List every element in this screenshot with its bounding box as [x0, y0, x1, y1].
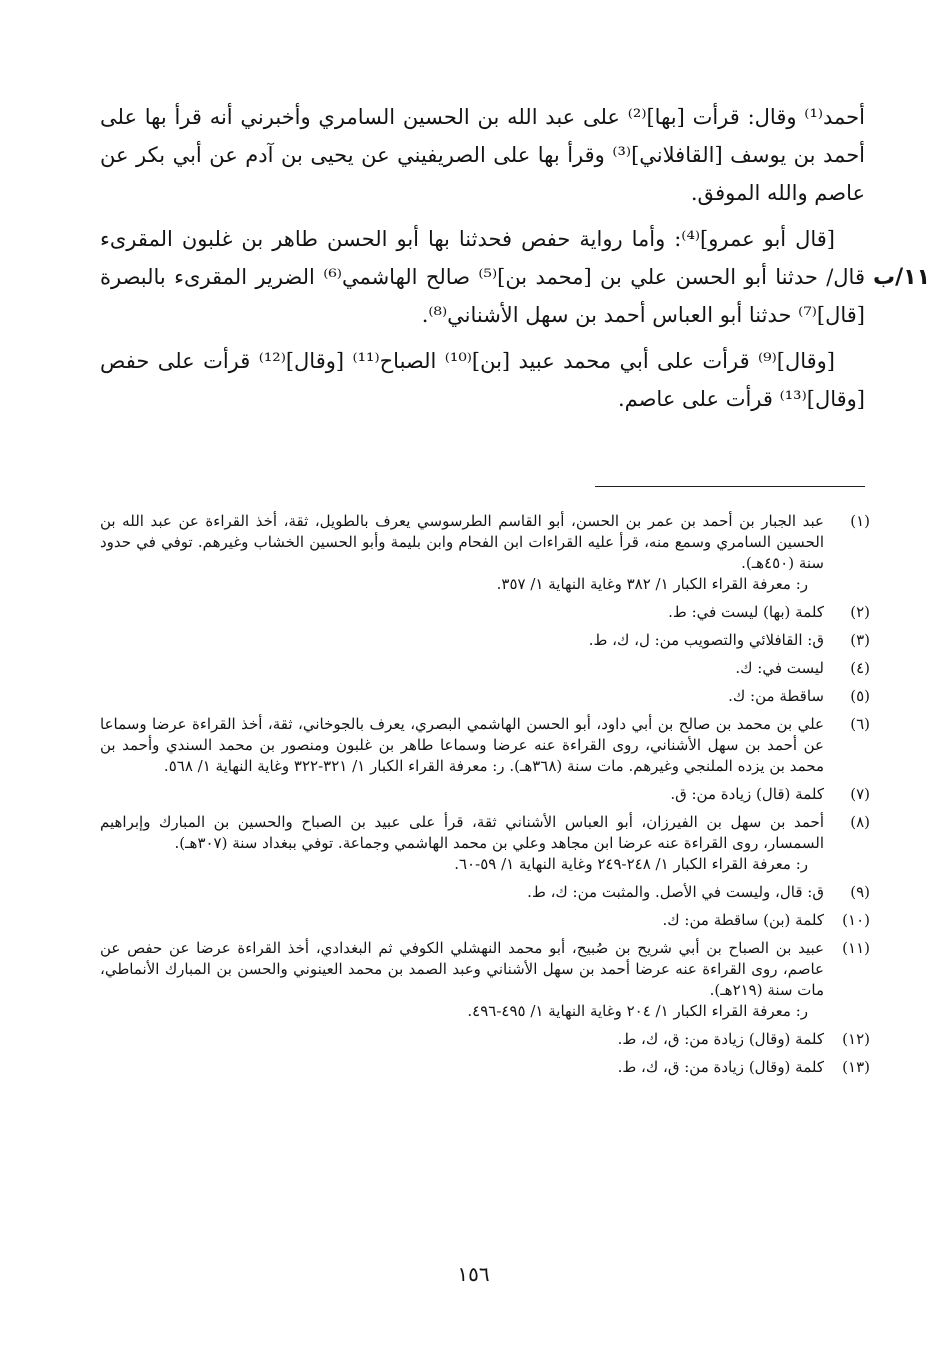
footnotes-list — [100, 511, 870, 1085]
footnote-number: (٣) — [850, 631, 870, 649]
main-text — [100, 98, 865, 426]
footnote — [100, 630, 870, 651]
footnote — [100, 686, 870, 707]
footnote-reference: ر: معرفة القراء الكبار ١/ ٢٤٨-٢٤٩ وغاية النهاية ١/ ٥٩-٦٠. — [454, 855, 808, 873]
footnote-text — [100, 784, 824, 805]
footnote-line: ساقطة من: ك. — [728, 687, 824, 705]
footnote-number: (٦) — [850, 715, 870, 733]
footnote-text — [100, 511, 824, 595]
footnote-number: (٧) — [850, 785, 870, 803]
footnote-line: ق: قال، وليست في الأصل. والمثبت من: ك، ط. — [527, 883, 824, 901]
footnote — [100, 602, 870, 623]
footnote-text — [100, 910, 824, 931]
footnote-text — [100, 938, 824, 1022]
footnote-text — [100, 714, 824, 777]
footnote-line: كلمة (بن) ساقطة من: ك. — [662, 911, 824, 929]
footnote-line: علي بن محمد بن صالح بن أبي داود، أبو الحسن الهاشمي البصري، يعرف بالجوخاني، ثقة، أخذ القراءة عرضا وسماعا عن أحمد بن سهل الأشناني، روى القراءة عنه عرضا وسماعا طاهر بن غلبون ومنصور بن محمد السندي وأحمد بن محمد بن يزده الملنجي وغيرهم. مات سنة (٣٦٨هـ). ر: معرفة القراء الكبار ١/ ٣٢١-٣٢٢ وغاية النهاية ١/ ٥٦٨. — [100, 715, 824, 775]
footnote-line: عبد الجبار بن أحمد بن عمر بن الحسن، أبو القاسم الطرسوسي يعرف بالطويل، ثقة، أخذ القراءة عن عبد الله بن الحسين السامري وسمع منه، قرأ عليه القراءات ابن الفحام وابن بليمة وأبو الحسين الخشاب وغيرهم. توفي في حدود سنة (٤٥٠هـ). — [100, 512, 824, 572]
footnote-text — [100, 812, 824, 875]
footnote-number: (٩) — [850, 883, 870, 901]
footnote — [100, 784, 870, 805]
footnote-number: (١٢) — [842, 1030, 870, 1048]
footnote — [100, 658, 870, 679]
footnote-number: (٨) — [850, 813, 870, 831]
footnote-number: (١) — [850, 512, 870, 530]
footnote-number: (٤) — [850, 659, 870, 677]
footnote-text — [100, 630, 824, 651]
footnote-reference: ر: معرفة القراء الكبار ١/ ٢٠٤ وغاية النهاية ١/ ٤٩٥-٤٩٦. — [467, 1002, 808, 1020]
footnote-reference: ر: معرفة القراء الكبار ١/ ٣٨٢ وغاية النهاية ١/ ٣٥٧. — [496, 575, 808, 593]
footnote — [100, 1029, 870, 1050]
footnote-line: كلمة (وقال) زيادة من: ق، ك، ط. — [617, 1030, 824, 1048]
footnote-line: كلمة (بها) ليست في: ط. — [668, 603, 824, 621]
margin-folio-note: ١١/ب — [873, 265, 931, 290]
footnote-number: (٥) — [850, 687, 870, 705]
footnote-number: (١١) — [842, 939, 870, 957]
footnote — [100, 910, 870, 931]
footnote-line: كلمة (قال) زيادة من: ق. — [670, 785, 824, 803]
footnote-line: ق: القافلائي والتصويب من: ل، ك، ط. — [588, 631, 824, 649]
footnote-text — [100, 658, 824, 679]
footnote-text — [100, 686, 824, 707]
footnote-line: عبيد بن الصباح بن أبي شريح بن صُبيح، أبو محمد النهشلي الكوفي ثم البغدادي، أخذ القراءة عرضا عن حفص عن عاصم، روى القراءة عنه عرضا أحمد بن سهل الأشناني وعبد الصمد بن محمد العينوني والحسن بن المبارك الأنماطي، مات سنة (٢١٩هـ). — [100, 939, 824, 999]
footnote — [100, 938, 870, 1022]
footnote-number: (١٣) — [842, 1058, 870, 1076]
footnote-text — [100, 1029, 824, 1050]
footnote-line: كلمة (وقال) زيادة من: ق، ك، ط. — [617, 1058, 824, 1076]
footnote — [100, 511, 870, 595]
footnote-line: أحمد بن سهل بن الفيرزان، أبو العباس الأشناني ثقة، قرأ على عبيد بن الصباح والحسين بن المبارك وإبراهيم السمسار، روى القراءة عنه عرضا ابن مجاهد وعلي بن محمد الهاشمي وجماعة. توفي ببغداد سنة (٣٠٧هـ). — [100, 813, 824, 852]
footnote-line: ليست في: ك. — [735, 659, 824, 677]
footnote-text — [100, 882, 824, 903]
footnote — [100, 812, 870, 875]
footnote-text — [100, 1057, 824, 1078]
main-paragraph: [قال أبو عمرو]⁽⁴⁾: وأما رواية حفص فحدثنا بها أبو الحسن طاهر بن غلبون المقرىء قال/ حدثنا أبو الحسن علي بن [محمد بن]⁽⁵⁾ صالح الهاشمي⁽⁶⁾ الضرير المقرىء بالبصرة [قال]⁽⁷⁾ حدثنا أبو العباس أحمد بن سهل الأشناني⁽⁸⁾. — [100, 227, 865, 327]
footnote — [100, 714, 870, 777]
footnote-number: (١٠) — [842, 911, 870, 929]
footnote-text — [100, 602, 824, 623]
main-paragraph: [وقال]⁽⁹⁾ قرأت على أبي محمد عبيد [بن]⁽¹⁰⁾ الصباح⁽¹¹⁾ [وقال]⁽¹²⁾ قرأت على حفص [وقال]⁽¹³⁾ قرأت على عاصم. — [100, 349, 865, 411]
page-number: ١٥٦ — [457, 1262, 490, 1286]
footnote — [100, 1057, 870, 1078]
footnote-number: (٢) — [850, 603, 870, 621]
footnote — [100, 882, 870, 903]
main-paragraph: أحمد⁽¹⁾ وقال: قرأت [بها]⁽²⁾ على عبد الله بن الحسين السامري وأخبرني أنه قرأ بها على أحمد بن يوسف [القافلاني]⁽³⁾ وقرأ بها على الصريفيني عن يحيى بن آدم عن أبي بكر عن عاصم والله الموفق. — [100, 105, 866, 205]
footnote-divider — [595, 486, 865, 487]
